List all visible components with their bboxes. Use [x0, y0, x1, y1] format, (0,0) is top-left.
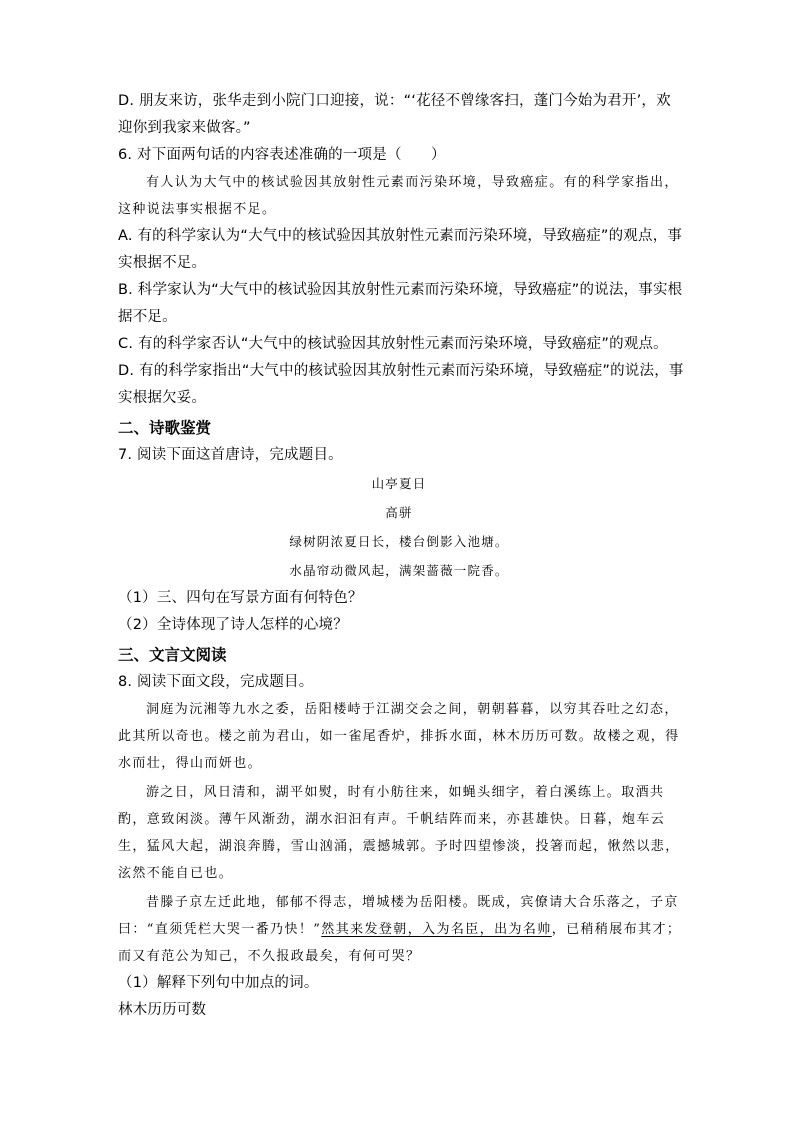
passage-underlined-sentence: 然其来发登朝，入为名臣，出为名帅: [321, 922, 552, 937]
poem-line-1: 绿树阴浓夏日长，楼台倒影入池塘。: [289, 534, 509, 549]
passage-p3-line1: 昔滕子京左迁此地，郁郁不得志，增城楼为岳阳楼。既成，宾僚请大合乐落之，子京: [146, 895, 679, 910]
passage-p3-line2-end: ，已稍稍展布其才；: [551, 922, 682, 937]
poem-author: 高骈: [385, 505, 413, 520]
question-8-sub-1: （1）解释下列句中加点的词。: [118, 975, 319, 991]
passage-p2-line3: 生，猛风大起，湖浪奔腾，雪山汹涌，震撼城郭。予时四望惨淡，投箸而起，愀然以悲，: [118, 839, 680, 854]
poem-title: 山亭夏日: [371, 476, 427, 491]
question-8: 8. 阅读下面文段，完成题目。: [118, 674, 314, 690]
poem-line-2: 水晶帘动微风起，满架蔷薇一院香。: [289, 563, 509, 578]
passage-p1-line3: 水而壮，得山而妍也。: [118, 756, 263, 771]
passage-p2-line1: 游之日，风日清和，湖平如熨，时有小舫往来，如蝇头细字，着白溪练上。取酒共: [146, 785, 665, 800]
option-d-q5-line1: D. 朋友来访，张华走到小院门口迎接，说：“‘花径不曾缘客扫，蓬门今始为君开’，欢: [118, 93, 671, 109]
option-a-line2: 实根据不足。: [118, 255, 207, 271]
passage-p1-line1: 洞庭为沅湘等九水之委，岳阳楼峙于江湖交会之间，朝朝暮暮，以穷其吞吐之幻态，: [146, 702, 679, 717]
section-heading-poetry: 二、诗歌鉴赏: [118, 419, 212, 437]
passage-p3-line2: [118, 916, 680, 943]
question-7-sub-1: （1）三、四句在写景方面有何特色？: [118, 590, 363, 606]
question-8-item-1: 林木历历可数: [118, 1002, 207, 1018]
passage-p3-line2-start: 曰：“直须凭栏大哭一番乃快！”: [118, 922, 322, 937]
question-6-quote-line1: 有人认为大气中的核试验因其放射性元素而污染环境，导致癌症。有的科学家指出，: [146, 175, 679, 190]
option-a-line1: A. 有的科学家认为“大气中的核试验因其放射性元素而污染环境，导致癌症”的观点，事: [118, 228, 683, 244]
option-d-line2: 实根据欠妥。: [118, 390, 207, 406]
passage-p1-line2: 此其所以奇也。楼之前为君山，如一雀尾香炉，排拆水面，林木历历可数。故楼之观，得: [118, 729, 680, 744]
option-b-line1: B. 科学家认为“大气中的核试验因其放射性元素而污染环境，导致癌症”的说法，事实根: [118, 282, 683, 298]
question-6-quote-line2: 这种说法事实根据不足。: [118, 202, 277, 217]
passage-p2-line4: 泫然不能自已也。: [118, 866, 234, 881]
passage-p3-line3: 而又有范公为知己，不久报政最矣，有何可哭？: [118, 949, 421, 964]
option-b-line2: 据不足。: [118, 309, 177, 325]
passage-p2-line2: 酌，意致闲淡。薄午风渐劲，湖水汩汩有声。千帆结阵而来，亦甚雄快。日暮，炮车云: [118, 812, 666, 827]
option-d-line1: D. 有的科学家指出“大气中的核试验因其放射性元素而污染环境，导致癌症”的说法，事: [118, 363, 684, 379]
document-page: [118, 88, 684, 1024]
option-c-line1: C. 有的科学家否认“大气中的核试验因其放射性元素而污染环境，导致癌症”的观点。: [118, 336, 668, 352]
question-7-sub-2: （2）全诗体现了诗人怎样的心境？: [118, 617, 348, 633]
option-d-q5-line2: 迎你到我家来做客。”: [118, 120, 251, 136]
section-heading-classical: 三、文言文阅读: [118, 646, 227, 664]
question-6: 6. 对下面两句话的内容表述准确的一项是（ ）: [118, 147, 446, 163]
question-7: 7. 阅读下面这首唐诗，完成题目。: [118, 447, 343, 463]
